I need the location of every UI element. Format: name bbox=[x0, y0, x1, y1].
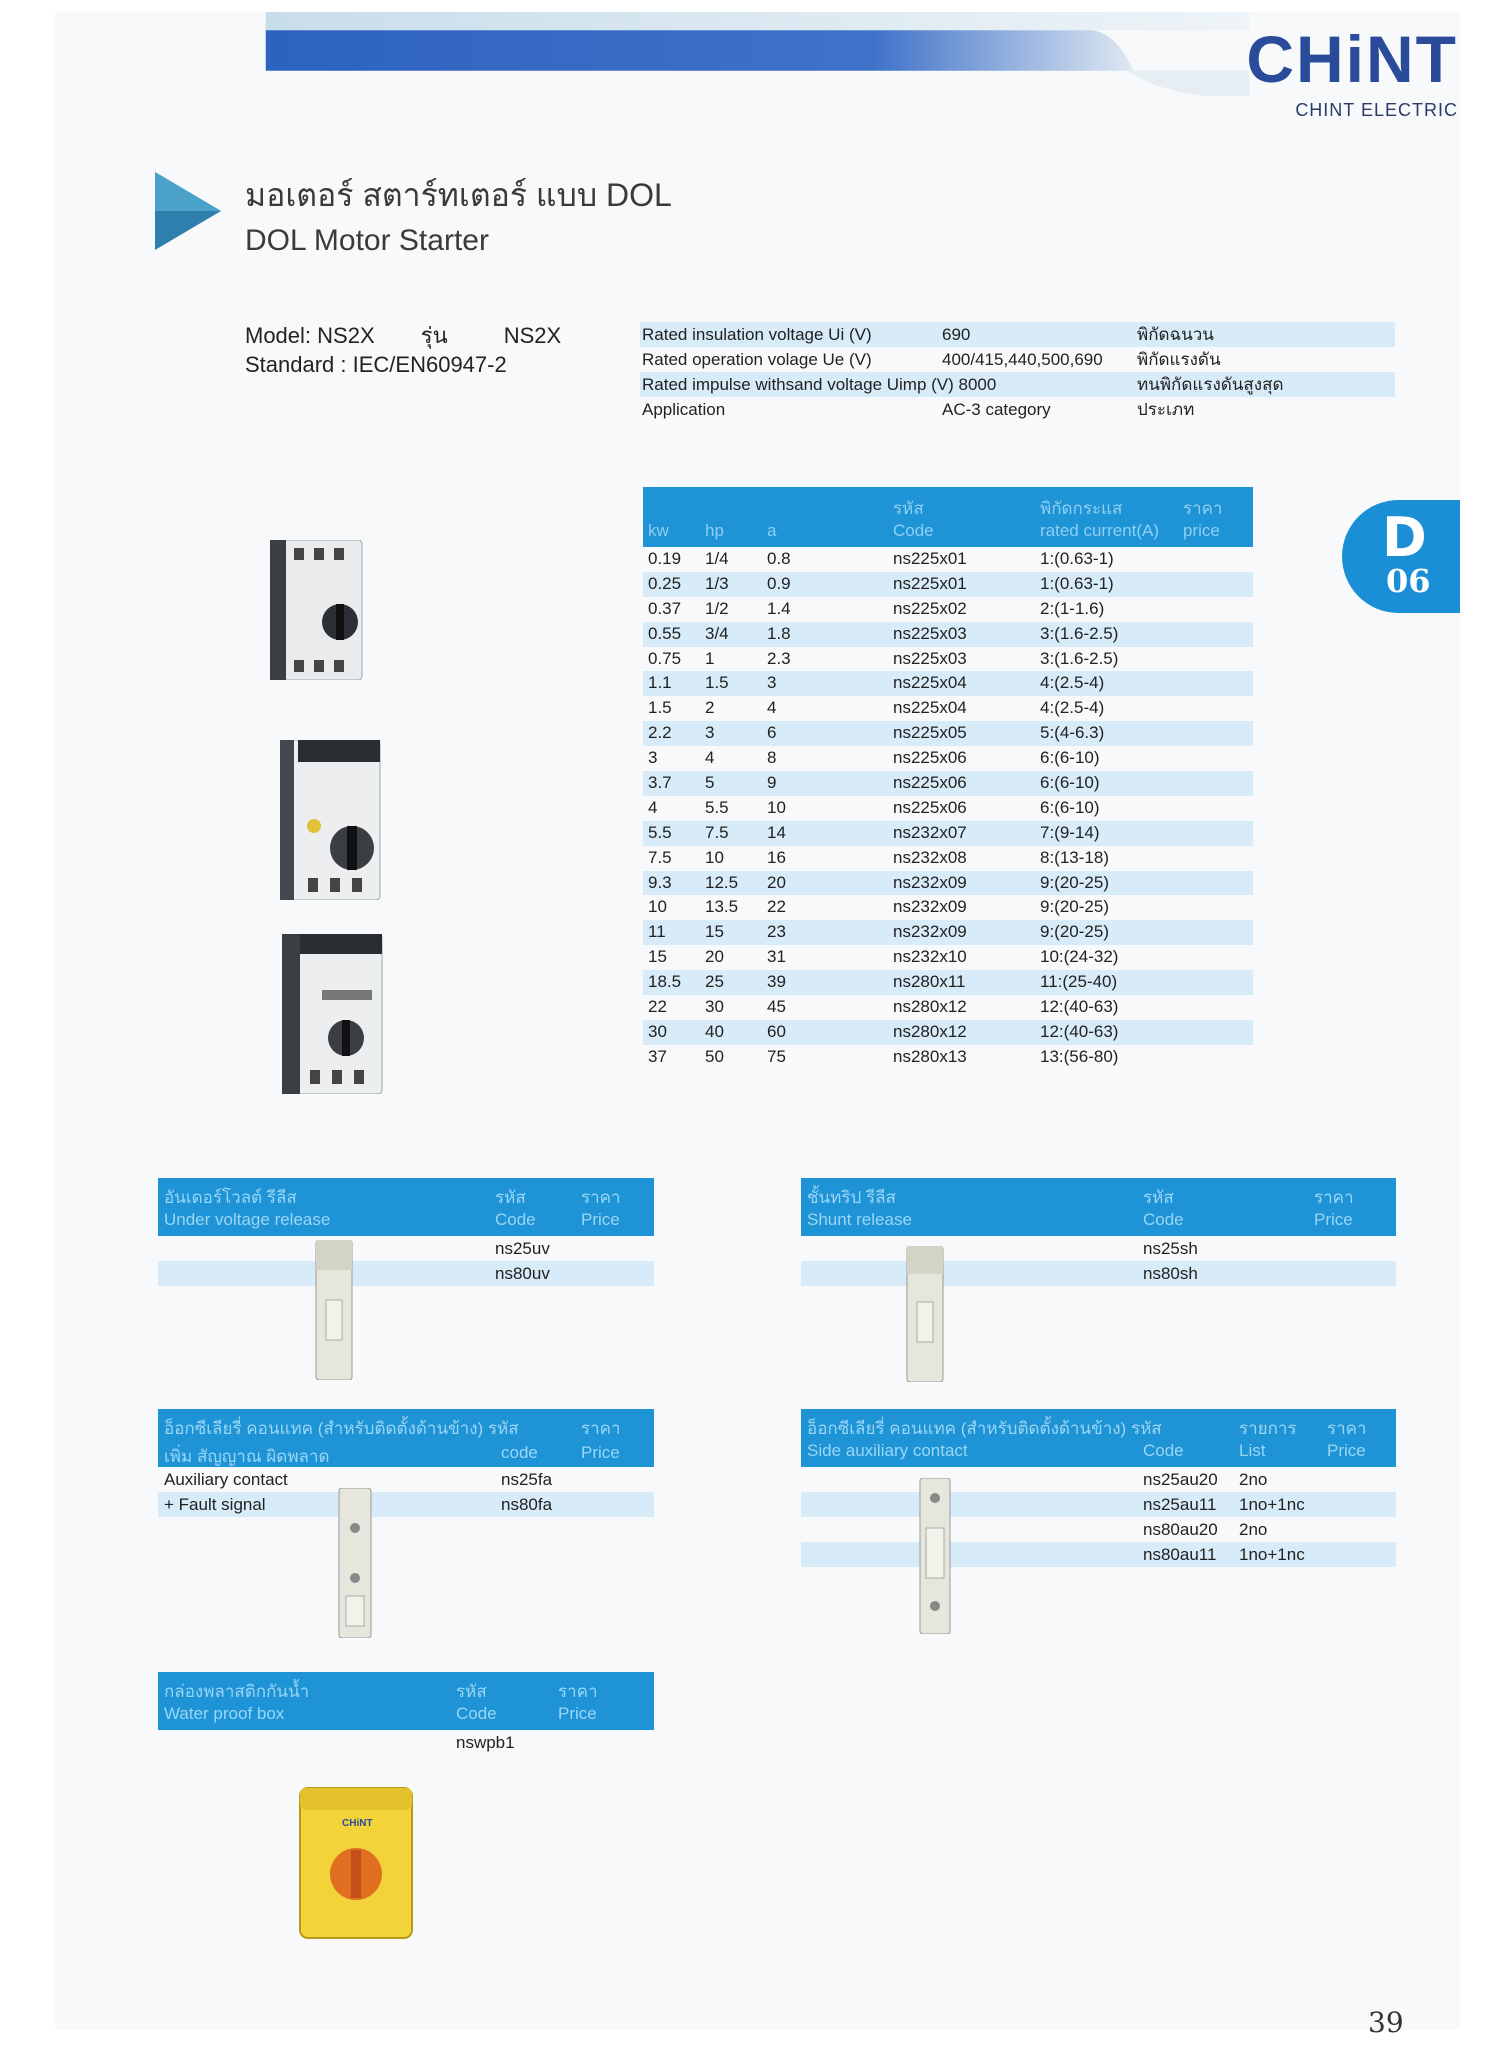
cell-hp: 40 bbox=[705, 1021, 724, 1041]
cell-current: 1:(0.63-1) bbox=[1040, 573, 1114, 593]
cell-code: ns232x09 bbox=[893, 897, 967, 917]
cell-hp: 12.5 bbox=[705, 872, 739, 892]
table-row bbox=[643, 895, 1253, 920]
cell-a: 20 bbox=[767, 872, 786, 892]
table-row bbox=[158, 1261, 654, 1286]
shunt-release-image bbox=[903, 1246, 947, 1382]
table-row bbox=[643, 1020, 1253, 1045]
spec-label: Application bbox=[642, 400, 726, 419]
cell-code: ns225x01 bbox=[893, 573, 967, 593]
cell-a: 10 bbox=[767, 797, 786, 817]
aux-fault-title-thai2: เพิ่ม สัญญาณ ผิดพลาด bbox=[164, 1447, 330, 1466]
uv-code: ns25uv bbox=[495, 1239, 550, 1258]
side-aux-code: ns25au11 bbox=[1143, 1495, 1217, 1514]
chint-logo: CHiNT bbox=[1246, 22, 1458, 96]
table-row bbox=[643, 771, 1253, 796]
cell-current: 4:(2.5-4) bbox=[1040, 698, 1105, 718]
shunt-code-thai: รหัส bbox=[1143, 1188, 1174, 1207]
cell-kw: 0.19 bbox=[648, 549, 682, 568]
side-aux-title-thai: อ็อกซีเลียรี่ คอนแทค (สำหรับติดตั้งด้านข้าง) รหัส bbox=[807, 1419, 1162, 1438]
cell-kw: 1.5 bbox=[648, 698, 672, 718]
side-aux-code-header: Code bbox=[1143, 1441, 1184, 1460]
cell-code: ns225x01 bbox=[893, 549, 967, 568]
table-row bbox=[643, 746, 1253, 771]
spec-table bbox=[640, 322, 1395, 422]
col-price: price bbox=[1183, 521, 1220, 540]
model-thai-label: รุ่น bbox=[420, 323, 448, 348]
spec-row bbox=[640, 347, 1395, 372]
cell-hp: 10 bbox=[705, 847, 724, 867]
table-header bbox=[643, 487, 1253, 547]
model-label: Model: NS2X bbox=[245, 323, 375, 348]
cell-a: 31 bbox=[767, 947, 786, 967]
cell-current: 11:(25-40) bbox=[1040, 972, 1118, 992]
waterproof-title-thai: กล่องพลาสติกกันน้ำ bbox=[164, 1682, 310, 1701]
cell-a: 0.9 bbox=[767, 573, 791, 593]
side-aux-title: Side auxiliary contact bbox=[807, 1441, 968, 1460]
cell-current: 8:(13-18) bbox=[1040, 847, 1109, 867]
cell-current: 4:(2.5-4) bbox=[1040, 673, 1105, 693]
cell-hp: 1/3 bbox=[705, 573, 729, 593]
cell-hp: 4 bbox=[705, 748, 715, 768]
cell-current: 5:(4-6.3) bbox=[1040, 723, 1105, 743]
col-code: Code bbox=[893, 521, 934, 540]
cell-a: 2.3 bbox=[767, 648, 791, 668]
spec-label: Rated operation volage Ue (V) bbox=[642, 350, 872, 369]
aux-fault-price-thai: ราคา bbox=[581, 1419, 621, 1438]
aux-fault-label: Auxiliary contact bbox=[164, 1470, 288, 1489]
cell-hp: 25 bbox=[705, 972, 724, 992]
waterproof-section bbox=[158, 1672, 654, 1755]
side-aux-list: 1no+1nc bbox=[1239, 1545, 1305, 1564]
cell-kw: 37 bbox=[648, 1046, 667, 1066]
cell-a: 75 bbox=[767, 1046, 786, 1066]
side-aux-code: ns80au20 bbox=[1143, 1520, 1218, 1539]
aux-fault-label: + Fault signal bbox=[164, 1495, 266, 1514]
page-title-thai: มอเตอร์ สตาร์ทเตอร์ แบบ DOL bbox=[245, 177, 672, 213]
cell-a: 23 bbox=[767, 922, 786, 942]
table-row bbox=[643, 696, 1253, 721]
uv-code-header: Code bbox=[495, 1210, 536, 1229]
col-price-thai: ราคา bbox=[1183, 499, 1223, 518]
side-aux-list: 2no bbox=[1239, 1520, 1268, 1539]
cell-code: ns225x04 bbox=[893, 673, 967, 693]
cell-code: ns280x12 bbox=[893, 1021, 967, 1041]
motor-starter-table bbox=[643, 487, 1253, 1070]
uv-price-header: Price bbox=[581, 1210, 620, 1229]
spec-row bbox=[640, 372, 1395, 397]
aux-fault-title-thai: อ็อกซีเลียรี่ คอนแทค (สำหรับติดตั้งด้านข้าง) รหัส bbox=[164, 1419, 519, 1438]
table-row bbox=[158, 1467, 654, 1492]
cell-code: ns225x03 bbox=[893, 623, 967, 643]
table-row bbox=[643, 721, 1253, 746]
uv-release-header bbox=[158, 1178, 654, 1236]
cell-kw: 0.75 bbox=[648, 648, 682, 668]
uv-title: Under voltage release bbox=[164, 1210, 331, 1229]
spec-thai: ทนพิกัดแรงดันสูงสุด bbox=[1137, 375, 1284, 394]
cell-kw: 0.55 bbox=[648, 623, 682, 643]
cell-a: 1.4 bbox=[767, 598, 791, 618]
standard-line: Standard : IEC/EN60947-2 bbox=[245, 352, 507, 377]
cell-hp: 15 bbox=[705, 922, 724, 942]
model-value: NS2X bbox=[503, 323, 562, 348]
cell-code: ns232x09 bbox=[893, 922, 967, 942]
cell-hp: 50 bbox=[705, 1046, 724, 1066]
aux-fault-header bbox=[158, 1409, 654, 1467]
brand-name: CHINT ELECTRIC bbox=[1295, 100, 1458, 120]
cell-hp: 5.5 bbox=[705, 797, 729, 817]
table-row bbox=[643, 572, 1253, 597]
side-aux-image bbox=[917, 1478, 953, 1634]
brand bbox=[1246, 22, 1458, 121]
cell-code: ns225x03 bbox=[893, 648, 967, 668]
table-body bbox=[643, 547, 1253, 1070]
model-line bbox=[245, 318, 561, 353]
table-row bbox=[801, 1261, 1396, 1286]
spec-row bbox=[640, 397, 1395, 422]
cell-current: 10:(24-32) bbox=[1040, 947, 1119, 967]
cell-current: 6:(6-10) bbox=[1040, 773, 1100, 793]
cell-a: 9 bbox=[767, 773, 777, 793]
section-tab[interactable] bbox=[1342, 500, 1460, 613]
cell-hp: 3/4 bbox=[705, 623, 729, 643]
cell-kw: 15 bbox=[648, 947, 667, 967]
side-aux-header bbox=[801, 1409, 1396, 1467]
cell-a: 0.8 bbox=[767, 549, 791, 568]
side-aux-code: ns25au20 bbox=[1143, 1470, 1218, 1489]
cell-kw: 22 bbox=[648, 997, 667, 1017]
table-row bbox=[801, 1492, 1396, 1517]
motor-starter-large-image bbox=[282, 934, 392, 1094]
cell-kw: 30 bbox=[648, 1021, 667, 1041]
spec-thai: ประเภท bbox=[1137, 400, 1195, 419]
table-row bbox=[158, 1730, 654, 1755]
col-current-thai: พิกัดกระแส bbox=[1040, 499, 1123, 518]
cell-code: ns280x12 bbox=[893, 997, 967, 1017]
shunt-title: Shunt release bbox=[807, 1210, 912, 1229]
uv-code-thai: รหัส bbox=[495, 1188, 526, 1207]
cell-a: 1.8 bbox=[767, 623, 791, 643]
side-aux-list-header: List bbox=[1239, 1441, 1266, 1460]
box-brand: CHiNT bbox=[342, 1818, 373, 1829]
uv-title-thai: อันเดอร์โวลต์ รีลีส bbox=[164, 1188, 297, 1207]
table-row bbox=[643, 945, 1253, 970]
cell-current: 6:(6-10) bbox=[1040, 797, 1100, 817]
cell-hp: 3 bbox=[705, 723, 715, 743]
cell-current: 7:(9-14) bbox=[1040, 822, 1100, 842]
cell-hp: 1/2 bbox=[705, 598, 729, 618]
waterproof-box-image bbox=[296, 1784, 416, 1944]
table-row bbox=[643, 995, 1253, 1020]
cell-kw: 2.2 bbox=[648, 723, 672, 743]
cell-hp: 2 bbox=[705, 698, 715, 718]
cell-a: 39 bbox=[767, 972, 786, 992]
waterproof-code-thai: รหัส bbox=[456, 1682, 487, 1701]
shunt-title-thai: ชั้นทริป รีลีส bbox=[807, 1188, 896, 1207]
col-a: a bbox=[767, 521, 777, 540]
cell-code: ns225x06 bbox=[893, 773, 967, 793]
shunt-release-section bbox=[801, 1178, 1396, 1286]
spec-value: 690 bbox=[942, 325, 971, 344]
cell-kw: 3 bbox=[648, 748, 658, 768]
cell-kw: 3.7 bbox=[648, 773, 672, 793]
cell-kw: 9.3 bbox=[648, 872, 672, 892]
table-row bbox=[643, 920, 1253, 945]
waterproof-price-thai: ราคา bbox=[558, 1682, 598, 1701]
col-code-thai: รหัส bbox=[893, 499, 924, 518]
shunt-code: ns25sh bbox=[1143, 1239, 1198, 1258]
aux-fault-price-header: Price bbox=[581, 1443, 620, 1462]
cell-kw: 4 bbox=[648, 797, 658, 817]
cell-kw: 5.5 bbox=[648, 822, 672, 842]
table-row bbox=[643, 1045, 1253, 1070]
cell-a: 8 bbox=[767, 748, 777, 768]
cell-code: ns225x05 bbox=[893, 723, 967, 743]
col-current: rated current(A) bbox=[1040, 521, 1160, 540]
cell-kw: 0.25 bbox=[648, 573, 682, 593]
side-aux-price-header: Price bbox=[1327, 1441, 1366, 1460]
waterproof-title: Water proof box bbox=[164, 1704, 285, 1723]
cell-kw: 10 bbox=[648, 897, 667, 917]
col-kw: kw bbox=[648, 521, 669, 540]
waterproof-header bbox=[158, 1672, 654, 1730]
cell-a: 16 bbox=[767, 847, 786, 867]
cell-kw: 11 bbox=[648, 922, 666, 942]
side-aux-section bbox=[801, 1409, 1396, 1567]
table-row bbox=[801, 1517, 1396, 1542]
title-arrow-icon bbox=[155, 172, 221, 250]
table-row bbox=[643, 970, 1253, 995]
cell-a: 60 bbox=[767, 1021, 786, 1041]
table-row bbox=[643, 547, 1253, 572]
table-row bbox=[643, 796, 1253, 821]
table-row bbox=[158, 1236, 654, 1261]
col-hp: hp bbox=[705, 521, 724, 540]
cell-kw: 0.37 bbox=[648, 598, 682, 618]
cell-hp: 7.5 bbox=[705, 822, 729, 842]
cell-code: ns280x13 bbox=[893, 1046, 967, 1066]
cell-current: 12:(40-63) bbox=[1040, 997, 1119, 1017]
shunt-code-header: Code bbox=[1143, 1210, 1184, 1229]
aux-fault-code: ns25fa bbox=[501, 1470, 553, 1489]
side-aux-list-thai: รายการ bbox=[1239, 1419, 1297, 1438]
spec-label: Rated impulse withsand voltage Uimp (V) 8000 bbox=[642, 375, 997, 394]
cell-hp: 5 bbox=[705, 773, 715, 793]
cell-hp: 13.5 bbox=[705, 897, 739, 917]
cell-a: 22 bbox=[767, 897, 786, 917]
table-row bbox=[643, 821, 1253, 846]
section-number: 06 bbox=[1386, 562, 1431, 600]
shunt-code: ns80sh bbox=[1143, 1264, 1198, 1283]
spec-thai: พิกัดแรงดัน bbox=[1137, 350, 1221, 369]
aux-fault-code: ns80fa bbox=[501, 1495, 553, 1514]
table-row bbox=[801, 1467, 1396, 1492]
cell-current: 3:(1.6-2.5) bbox=[1040, 623, 1119, 643]
shunt-price-header: Price bbox=[1314, 1210, 1353, 1229]
cell-a: 14 bbox=[767, 822, 786, 842]
side-aux-code: ns80au11 bbox=[1143, 1545, 1217, 1564]
motor-starter-small-image bbox=[270, 540, 380, 680]
shunt-price-thai: ราคา bbox=[1314, 1188, 1354, 1207]
table-row bbox=[643, 846, 1253, 871]
table-row bbox=[158, 1492, 654, 1517]
cell-code: ns232x10 bbox=[893, 947, 967, 967]
waterproof-code: nswpb1 bbox=[456, 1733, 515, 1752]
cell-code: ns225x04 bbox=[893, 698, 967, 718]
page-number: 39 bbox=[1368, 2006, 1404, 2039]
cell-code: ns280x11 bbox=[893, 972, 966, 992]
aux-fault-image bbox=[336, 1488, 374, 1638]
spec-thai: พิกัดฉนวน bbox=[1137, 325, 1214, 344]
shunt-release-header bbox=[801, 1178, 1396, 1236]
cell-code: ns232x07 bbox=[893, 822, 967, 842]
uv-code: ns80uv bbox=[495, 1264, 550, 1283]
cell-current: 9:(20-25) bbox=[1040, 897, 1109, 917]
page-title: DOL Motor Starter bbox=[245, 224, 489, 257]
cell-hp: 30 bbox=[705, 997, 724, 1017]
cell-a: 4 bbox=[767, 698, 777, 718]
cell-kw: 18.5 bbox=[648, 972, 682, 992]
table-row bbox=[801, 1236, 1396, 1261]
cell-hp: 1/4 bbox=[705, 549, 729, 568]
cell-current: 2:(1-1.6) bbox=[1040, 598, 1105, 618]
waterproof-price-header: Price bbox=[558, 1704, 597, 1723]
cell-code: ns225x06 bbox=[893, 797, 967, 817]
cell-hp: 1.5 bbox=[705, 673, 729, 693]
cell-current: 12:(40-63) bbox=[1040, 1021, 1119, 1041]
cell-current: 9:(20-25) bbox=[1040, 922, 1109, 942]
spec-value: AC-3 category bbox=[942, 400, 1051, 419]
uv-release-image bbox=[312, 1240, 356, 1380]
table-row bbox=[643, 622, 1253, 647]
table-row bbox=[643, 871, 1253, 896]
section-letter: D bbox=[1382, 506, 1427, 569]
cell-kw: 7.5 bbox=[648, 847, 672, 867]
uv-release-section bbox=[158, 1178, 654, 1286]
cell-kw: 1.1 bbox=[648, 673, 672, 693]
cell-a: 6 bbox=[767, 723, 777, 743]
table-row bbox=[643, 597, 1253, 622]
spec-value: 400/415,440,500,690 bbox=[942, 350, 1103, 369]
uv-price-thai: ราคา bbox=[581, 1188, 621, 1207]
table-row bbox=[643, 671, 1253, 696]
cell-code: ns225x02 bbox=[893, 598, 967, 618]
cell-code: ns225x06 bbox=[893, 748, 967, 768]
cell-current: 9:(20-25) bbox=[1040, 872, 1109, 892]
cell-hp: 1 bbox=[705, 648, 715, 668]
cell-code: ns232x09 bbox=[893, 872, 967, 892]
cell-a: 45 bbox=[767, 997, 786, 1017]
cell-current: 1:(0.63-1) bbox=[1040, 549, 1114, 568]
spec-row bbox=[640, 322, 1395, 347]
spec-label: Rated insulation voltage Ui (V) bbox=[642, 325, 872, 344]
cell-current: 6:(6-10) bbox=[1040, 748, 1100, 768]
aux-fault-section bbox=[158, 1409, 654, 1517]
side-aux-price-thai: ราคา bbox=[1327, 1419, 1367, 1438]
aux-fault-code-header: code bbox=[501, 1443, 538, 1462]
motor-starter-medium-image bbox=[280, 740, 390, 900]
cell-code: ns232x08 bbox=[893, 847, 967, 867]
cell-hp: 20 bbox=[705, 947, 724, 967]
side-aux-list: 1no+1nc bbox=[1239, 1495, 1305, 1514]
waterproof-code-header: Code bbox=[456, 1704, 497, 1723]
table-row bbox=[643, 647, 1253, 672]
cell-current: 13:(56-80) bbox=[1040, 1046, 1119, 1066]
cell-current: 3:(1.6-2.5) bbox=[1040, 648, 1119, 668]
side-aux-list: 2no bbox=[1239, 1470, 1268, 1489]
table-row bbox=[801, 1542, 1396, 1567]
cell-a: 3 bbox=[767, 673, 777, 693]
